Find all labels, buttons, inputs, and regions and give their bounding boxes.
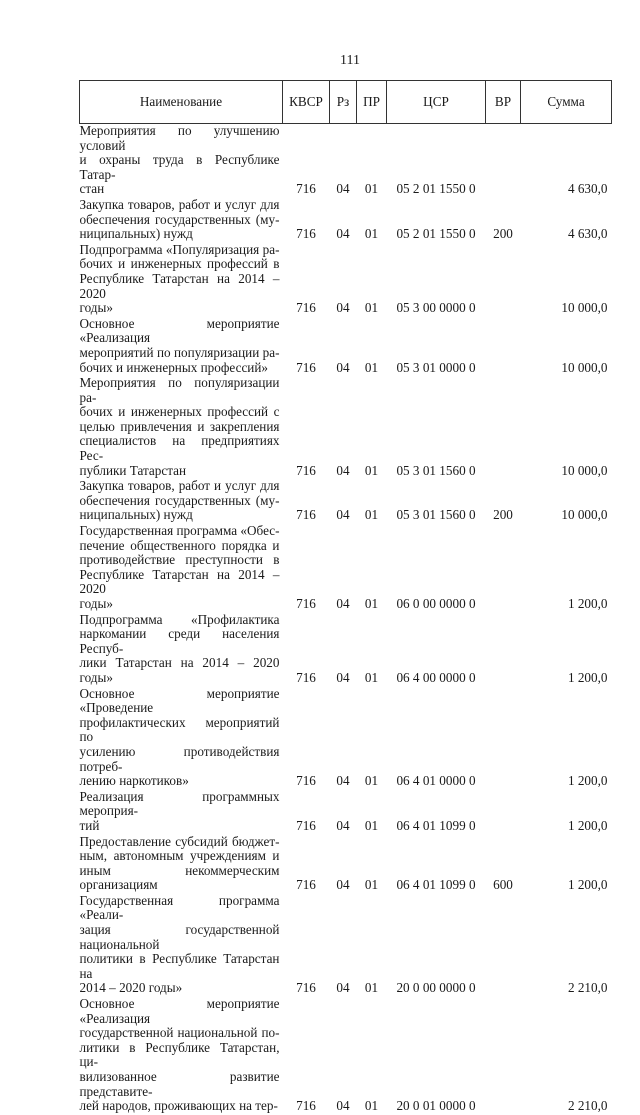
budget-table xyxy=(79,80,612,1115)
header-sum: Сумма xyxy=(521,81,612,124)
row-kvsr: 716 xyxy=(296,462,316,478)
table-row xyxy=(80,376,612,479)
row-name-line: бочих и инженерных профессий» xyxy=(79,359,269,375)
row-name xyxy=(80,835,283,894)
row-sum: 1 200,0 xyxy=(567,596,608,611)
table-row xyxy=(80,835,612,894)
row-name-line: Основное мероприятие «Проведение xyxy=(79,685,280,716)
row-name-line: Республике Татарстан на 2014 – 2020 xyxy=(79,566,280,597)
row-name-line: годы» xyxy=(79,300,113,316)
row-name xyxy=(80,317,283,376)
row-sum: 2 210,0 xyxy=(567,1098,608,1114)
row-sum: 1 200,0 xyxy=(567,817,608,833)
row-name-line: Реализация программных мероприя- xyxy=(79,788,280,819)
row-kvsr: 716 xyxy=(296,773,316,789)
row-name-line: ниципальных) нужд xyxy=(79,226,193,242)
row-rz: 04 xyxy=(336,359,350,375)
header-kvsr: КВСР xyxy=(283,81,330,124)
table-row xyxy=(80,198,612,243)
row-sum: 1 200,0 xyxy=(567,773,608,789)
row-name-line: государственной национальной по- xyxy=(79,1025,280,1041)
row-pr: 01 xyxy=(364,507,379,523)
table-row xyxy=(80,997,612,1115)
row-vr: 200 xyxy=(493,226,513,242)
row-vr xyxy=(486,124,521,198)
page-number: 111 xyxy=(340,53,360,68)
row-name-line: 2014 – 2020 годы» xyxy=(79,980,183,996)
row-sum: 10 000,0 xyxy=(561,359,608,375)
row-csr: 05 2 01 1550 0 xyxy=(396,181,476,197)
row-name-line: Закупка товаров, работ и услуг для xyxy=(79,478,280,494)
row-kvsr: 716 xyxy=(296,877,316,893)
row-name-line: политики в Республике Татарстан на xyxy=(79,951,280,981)
row-vr xyxy=(486,997,521,1115)
row-name xyxy=(80,613,283,687)
row-vr xyxy=(486,376,521,479)
row-name-line: лей народов, проживающих на тер- xyxy=(79,1098,278,1114)
row-name xyxy=(80,243,283,317)
row-kvsr: 716 xyxy=(296,359,316,375)
header-name: Наименование xyxy=(80,81,283,124)
row-pr: 01 xyxy=(364,773,379,789)
row-vr xyxy=(486,790,521,835)
header-pr: ПР xyxy=(357,81,387,124)
header-rz: Рз xyxy=(330,81,357,124)
row-sum: 2 210,0 xyxy=(567,980,608,996)
row-kvsr: 716 xyxy=(296,300,316,316)
row-vr xyxy=(486,613,521,687)
row-name-line: бочих и инженерных профессий в xyxy=(79,256,280,272)
row-vr xyxy=(486,524,521,613)
row-name xyxy=(80,376,283,479)
row-rz: 04 xyxy=(336,181,350,197)
row-pr: 01 xyxy=(364,596,379,611)
table-body xyxy=(80,124,612,1115)
row-kvsr: 716 xyxy=(296,596,316,611)
row-name-line: целью привлечения и закрепления xyxy=(79,418,280,434)
row-kvsr: 716 xyxy=(296,980,316,996)
header-vr: ВР xyxy=(486,81,521,124)
row-kvsr: 716 xyxy=(296,1098,316,1114)
row-csr: 06 4 00 0000 0 xyxy=(396,669,476,685)
row-name-line: зация государственной национальной xyxy=(79,922,280,952)
row-name-line: наркомании среди населения Респуб- xyxy=(79,626,280,656)
table-row xyxy=(80,613,612,687)
row-rz: 04 xyxy=(336,1098,350,1114)
row-rz: 04 xyxy=(336,669,350,685)
row-name-line: Республике Татарстан на 2014 – 2020 xyxy=(79,270,280,301)
row-rz: 04 xyxy=(336,980,350,996)
row-pr: 01 xyxy=(364,300,379,316)
row-kvsr: 716 xyxy=(296,817,316,833)
row-sum: 4 630,0 xyxy=(567,226,608,242)
row-kvsr: 716 xyxy=(296,226,316,242)
row-rz: 04 xyxy=(336,462,350,478)
row-rz: 04 xyxy=(336,877,350,893)
row-name-line: лению наркотиков» xyxy=(79,773,189,789)
row-pr: 01 xyxy=(364,181,379,197)
row-vr xyxy=(486,687,521,790)
row-name-line: и охраны труда в Республике Татар- xyxy=(79,152,280,182)
table-row xyxy=(80,124,612,198)
row-sum: 1 200,0 xyxy=(567,669,608,685)
row-name-line: Закупка товаров, работ и услуг для xyxy=(79,196,280,212)
row-pr: 01 xyxy=(364,980,379,996)
row-sum: 1 200,0 xyxy=(567,877,608,893)
row-name-line: вилизованное развитие представите- xyxy=(79,1069,280,1099)
row-pr: 01 xyxy=(364,817,379,833)
table-row xyxy=(80,687,612,790)
row-name-line: стан xyxy=(79,181,105,197)
row-sum: 10 000,0 xyxy=(561,300,608,316)
row-name-line: публики Татарстан xyxy=(79,462,187,478)
row-kvsr: 716 xyxy=(296,507,316,523)
row-rz: 04 xyxy=(336,773,350,789)
row-rz: 04 xyxy=(336,226,350,242)
table-row xyxy=(80,524,612,613)
row-pr: 01 xyxy=(364,669,379,685)
row-name-line: печение общественного порядка и xyxy=(79,537,280,553)
row-name-line: Основное мероприятие «Реализация xyxy=(79,315,280,346)
row-name-line: Подпрограмма «Популяризация ра- xyxy=(79,241,280,257)
row-rz: 04 xyxy=(336,596,350,611)
row-csr: 06 4 01 0000 0 xyxy=(396,773,476,789)
table-header-row xyxy=(80,81,612,124)
row-pr: 01 xyxy=(364,226,379,242)
row-csr: 06 0 00 0000 0 xyxy=(396,596,476,611)
row-csr: 20 0 00 0000 0 xyxy=(396,980,476,996)
row-csr: 05 3 01 1560 0 xyxy=(396,507,476,523)
row-name xyxy=(80,524,283,613)
row-name-line: ниципальных) нужд xyxy=(79,507,193,523)
row-name-line: годы» xyxy=(79,596,113,611)
row-name-line: специалистов на предприятиях Рес- xyxy=(79,433,280,464)
row-name-line: профилактических мероприятий по xyxy=(79,714,280,745)
row-name-line: Основное мероприятие «Реализация xyxy=(79,996,280,1026)
row-sum: 10 000,0 xyxy=(561,462,608,478)
table-row xyxy=(80,790,612,835)
row-csr: 05 3 01 0000 0 xyxy=(396,359,476,375)
row-name-line: иным некоммерческим организациям xyxy=(79,862,280,893)
row-pr: 01 xyxy=(364,877,379,893)
row-name xyxy=(80,997,283,1115)
row-rz: 04 xyxy=(336,817,350,833)
row-pr: 01 xyxy=(364,359,379,375)
row-name-line: Мероприятия по популяризации ра- xyxy=(79,375,280,405)
row-csr: 20 0 01 0000 0 xyxy=(396,1098,476,1114)
row-name xyxy=(80,479,283,524)
row-rz: 04 xyxy=(336,300,350,316)
row-name-line: Мероприятия по улучшению условий xyxy=(79,123,280,153)
row-name-line: бочих и инженерных профессий с xyxy=(79,404,280,420)
row-name xyxy=(80,198,283,243)
row-name xyxy=(80,124,283,198)
row-pr: 01 xyxy=(364,462,379,478)
row-sum: 10 000,0 xyxy=(561,507,608,523)
row-pr: 01 xyxy=(364,1098,379,1114)
row-name-line: тий xyxy=(79,817,100,833)
row-name-line: мероприятий по популяризации ра- xyxy=(79,344,280,360)
row-name xyxy=(80,687,283,790)
table-row xyxy=(80,894,612,997)
row-name-line: обеспечения государственных (му- xyxy=(79,211,280,227)
row-name-line: Подпрограмма «Профилактика xyxy=(79,611,280,627)
row-vr: 600 xyxy=(493,877,513,893)
row-vr xyxy=(486,317,521,376)
row-kvsr: 716 xyxy=(296,181,316,197)
row-csr: 05 2 01 1550 0 xyxy=(396,226,476,242)
row-name-line: усилению противодействия потреб- xyxy=(79,743,280,774)
row-name-line: обеспечения государственных (му- xyxy=(79,492,280,508)
table-row xyxy=(80,479,612,524)
row-rz: 04 xyxy=(336,507,350,523)
row-csr: 05 3 00 0000 0 xyxy=(396,300,476,316)
row-name-line: Государственная программа «Обес- xyxy=(79,523,280,539)
row-name xyxy=(80,894,283,997)
table-row xyxy=(80,317,612,376)
row-csr: 05 3 01 1560 0 xyxy=(396,462,476,478)
row-sum: 4 630,0 xyxy=(567,181,608,197)
row-name-line: противодействие преступности в xyxy=(79,552,280,568)
table-row xyxy=(80,243,612,317)
row-csr: 06 4 01 1099 0 xyxy=(396,877,476,893)
row-name-line: литики в Республике Татарстан, ци- xyxy=(79,1039,280,1070)
row-vr: 200 xyxy=(493,507,513,523)
row-csr: 06 4 01 1099 0 xyxy=(396,817,476,833)
row-kvsr: 716 xyxy=(296,669,316,685)
row-name-line: лики Татарстан на 2014 – 2020 годы» xyxy=(79,655,280,685)
row-vr xyxy=(486,243,521,317)
header-csr: ЦСР xyxy=(387,81,486,124)
row-name-line: Государственная программа «Реали- xyxy=(79,892,280,923)
row-name-line: ным, автономным учреждениям и xyxy=(79,848,280,864)
row-name-line: Предоставление субсидий бюджет- xyxy=(79,833,280,849)
row-vr xyxy=(486,894,521,997)
row-name xyxy=(80,790,283,835)
